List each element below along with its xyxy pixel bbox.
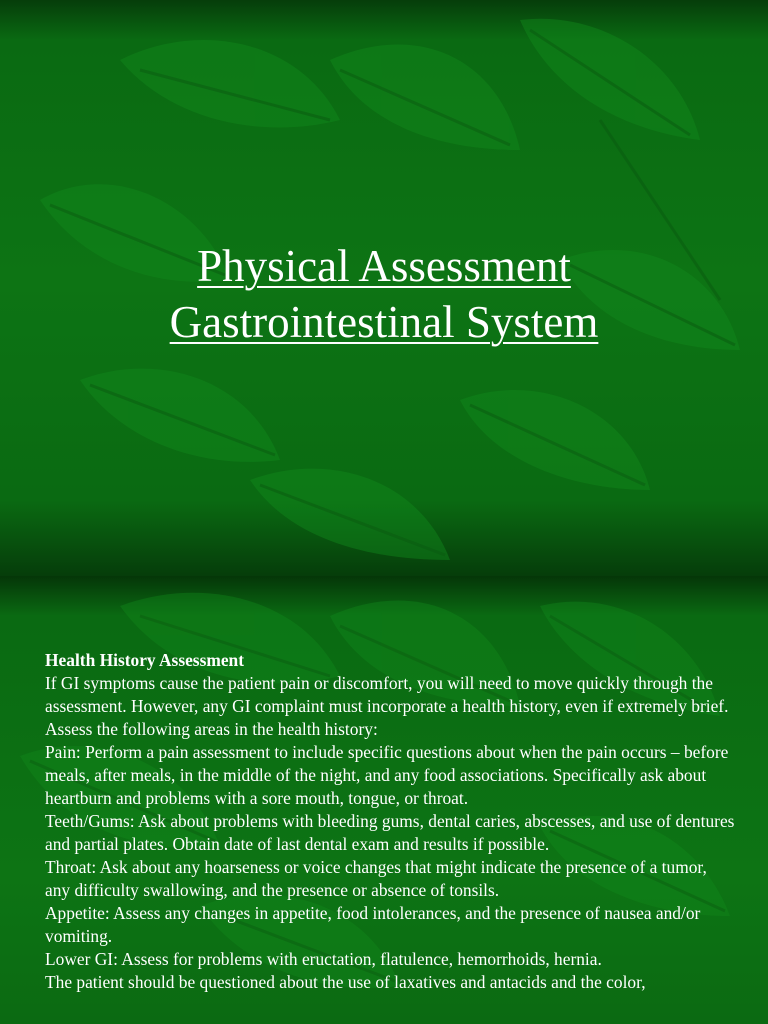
- title-line-1: Physical Assessment: [197, 241, 571, 291]
- paragraph: If GI symptoms cause the patient pain or discomfort, you will need to move quickly through the assessment. However, any GI complaint must incorporate a health history, even if extremely brief. Assess the following areas in the health history:: [45, 673, 729, 739]
- paragraph: Appetite: Assess any changes in appetite, food intolerances, and the presence of nausea and/or vomiting.: [45, 903, 701, 946]
- section-heading: Health History Assessment: [45, 650, 245, 670]
- paragraph: Teeth/Gums: Ask about problems with bleeding gums, dental caries, abscesses, and use of dentures and partial plates. Obtain date of last dental exam and results if possible.: [45, 811, 735, 854]
- paragraph: Lower GI: Assess for problems with eructation, flatulence, hemorrhoids, hernia.: [45, 949, 602, 969]
- health-history-text: [45, 649, 735, 994]
- slide-title: [0, 238, 768, 350]
- paragraph: The patient should be questioned about the use of laxatives and antacids and the color,: [45, 972, 646, 992]
- paragraph: Pain: Perform a pain assessment to include specific questions about when the pain occurs – before meals, after meals, in the middle of the night, and any food associations. Specifically ask about heartburn and problems with a sore mouth, tongue, or throat.: [45, 742, 729, 808]
- content-slide: [0, 576, 768, 1024]
- title-line-2: Gastrointestinal System: [169, 297, 599, 347]
- paragraph: Throat: Ask about any hoarseness or voice changes that might indicate the presence of a tumor, any difficulty swallowing, and the presence or absence of tonsils.: [45, 857, 707, 900]
